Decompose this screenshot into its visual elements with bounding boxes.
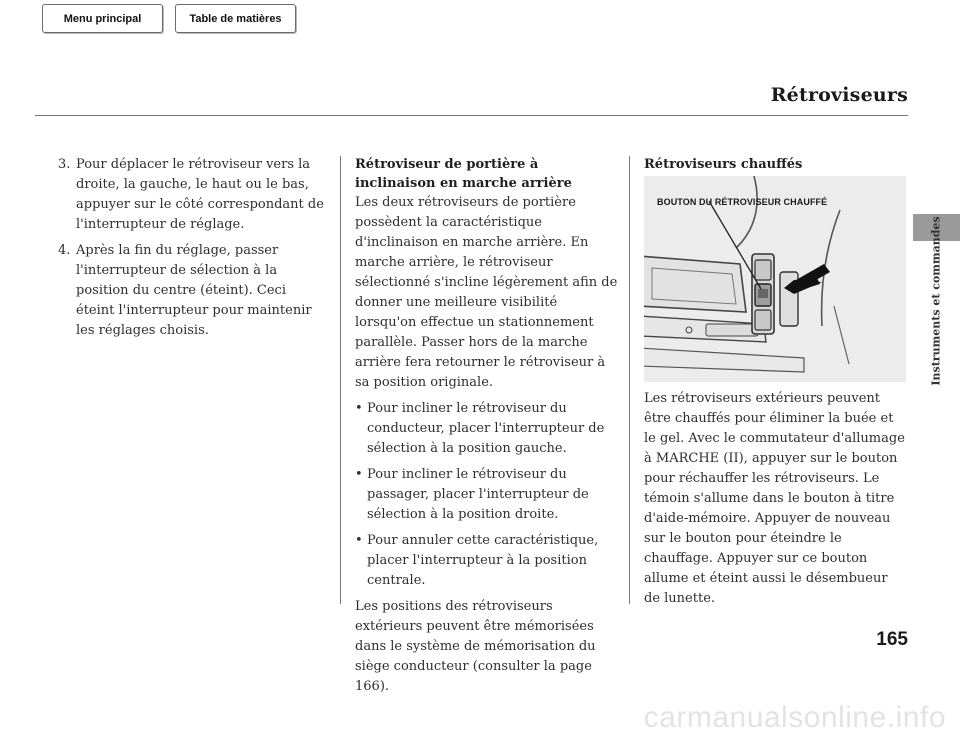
- bullet-text: Pour incliner le rétroviseur du conducteur, placer l'interrupteur de sélection à la position gauche.: [367, 401, 605, 456]
- heated-mirror-button-illustration: [644, 176, 906, 382]
- bullet-item: [355, 465, 621, 525]
- bullet-item: [355, 531, 621, 591]
- column-divider: [629, 156, 630, 604]
- right-column: [644, 155, 906, 615]
- main-menu-button[interactable]: Menu principal: [42, 4, 163, 33]
- step-number: 3.: [58, 157, 71, 172]
- site-watermark: carmanualsonline.info: [643, 701, 946, 734]
- bullet-text: Pour annuler cette caractéristique, placer l'interrupteur à la position centrale.: [367, 533, 599, 588]
- bullet-text: Pour incliner le rétroviseur du passager, placer l'interrupteur de sélection à la position droite.: [367, 467, 589, 522]
- bullet-dot: •: [355, 401, 363, 416]
- middle-column: [355, 155, 621, 703]
- reverse-tilt-intro: Les deux rétroviseurs de portière possèdent la caractéristique d'inclinaison en marche arrière. En marche arrière, le rétroviseur sélectionné s'incline légèrement afin de donner une meilleure visibilité lorsqu'on effectue un stationnement parallèle. Passer hors de la marche arrière fera retourner le rétroviseur à sa position originale.: [355, 195, 618, 390]
- bullet-dot: •: [355, 533, 363, 548]
- reverse-tilt-heading: Rétroviseur de portière à inclinaison en marche arrière: [355, 157, 572, 191]
- heated-mirrors-heading: Rétroviseurs chauffés: [644, 157, 803, 172]
- left-column: [58, 155, 328, 347]
- step-number: 4.: [58, 243, 71, 258]
- column-divider: [340, 156, 341, 604]
- step-text: Après la fin du réglage, passer l'interrupteur de sélection à la position du centre (éteint). Ceci éteint l'interrupteur pour maintenir les réglages choisis.: [76, 243, 312, 338]
- bullet-dot: •: [355, 467, 363, 482]
- title-divider: [35, 115, 908, 116]
- step-item: [58, 155, 328, 235]
- section-title: Rétroviseurs: [770, 84, 908, 106]
- bullet-item: [355, 399, 621, 459]
- figure-caption: BOUTON DU RÉTROVISEUR CHAUFFÉ: [657, 197, 828, 207]
- step-text: Pour déplacer le rétroviseur vers la droite, la gauche, le haut ou le bas, appuyer sur le côté correspondant de l'interrupteur de réglage.: [76, 157, 324, 232]
- page-number: 165: [876, 629, 908, 650]
- table-of-contents-button[interactable]: Table de matières: [175, 4, 296, 33]
- heated-mirrors-body: Les rétroviseurs extérieurs peuvent être chauffés pour éliminer la buée et le gel. Avec le commutateur d'allumage à MARCHE (II), appuyer sur le bouton pour réchauffer les rétroviseurs. Le témoin s'allume dans le bouton à titre d'aide-mémoire. Appuyer de nouveau sur le bouton pour éteindre le chauffage. Appuyer sur ce bouton allume et éteint aussi le désembueur de lunette.: [644, 391, 905, 606]
- chapter-side-label-text: Instruments et commandes: [929, 216, 943, 386]
- memory-note: Les positions des rétroviseurs extérieurs peuvent être mémorisées dans le système de mémorisation du siège conducteur (consulter la page 166).: [355, 599, 596, 694]
- step-item: [58, 241, 328, 341]
